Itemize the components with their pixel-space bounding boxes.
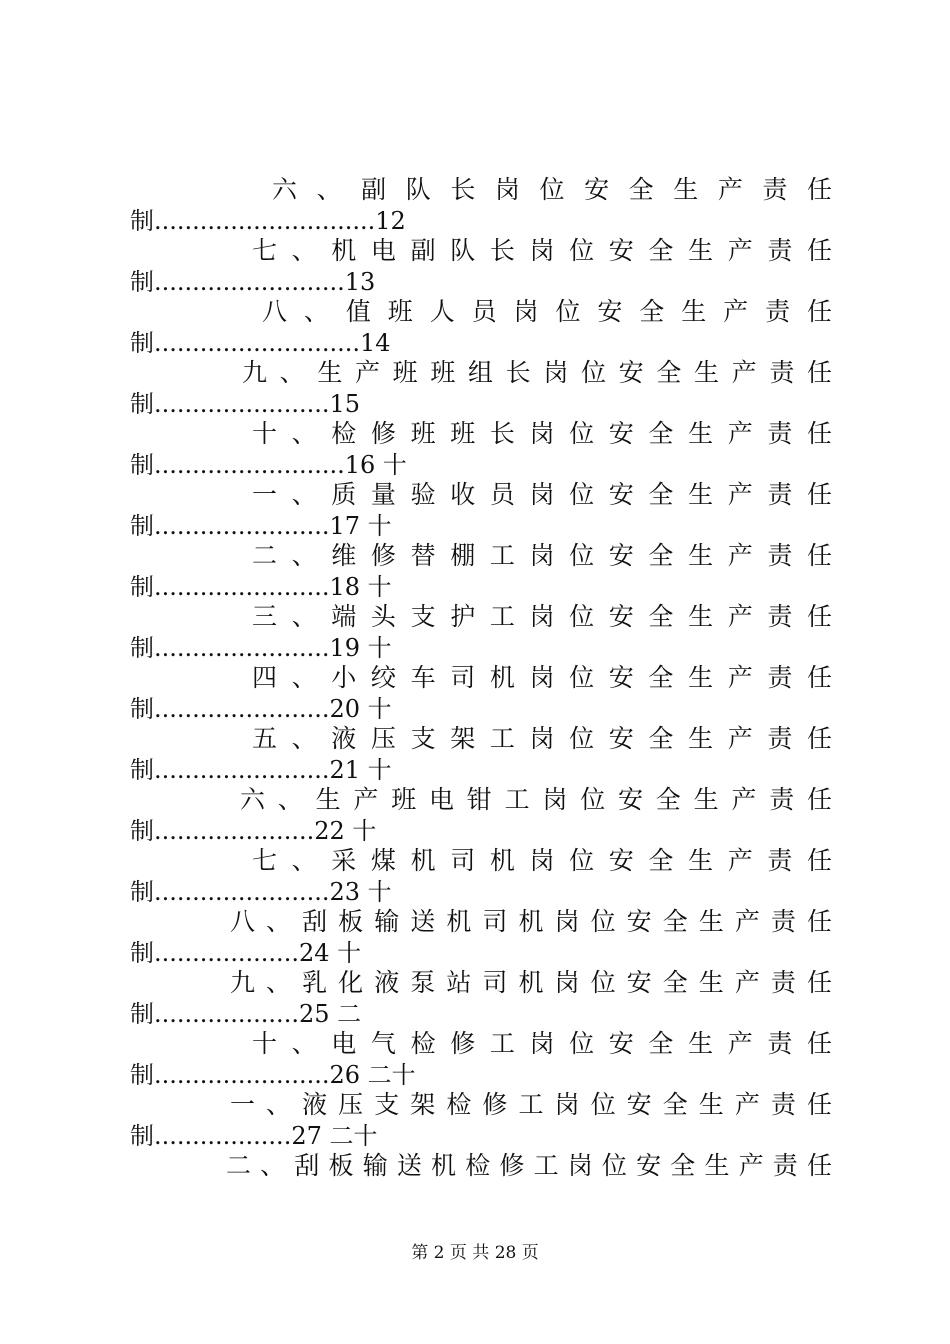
toc-entry-leader: 制.........................16 十 <box>130 451 407 479</box>
toc-entry-leader: 制.......................17 十 <box>130 512 392 540</box>
toc-entry-title: 六 、 副 队 长 岗 位 安 全 生 产 责 任 <box>272 175 832 204</box>
toc-entry-leader: 制.............................12 <box>130 207 406 235</box>
toc-entry-leader: 制.......................23 十 <box>130 878 392 906</box>
toc-entry-leader: 制.......................20 十 <box>130 695 392 723</box>
toc-entry-leader: 制.........................13 <box>130 268 376 296</box>
toc-entry-title: 九 、 乳 化 液 泵 站 司 机 岗 位 安 全 生 产 责 任 <box>230 968 832 997</box>
toc-entry-title: 八 、 值 班 人 员 岗 位 安 全 生 产 责 任 <box>262 297 832 326</box>
toc-entry-leader: 制.......................18 十 <box>130 573 392 601</box>
page-footer: 第 2 页 共 28 页 <box>411 1243 539 1263</box>
toc-entry-leader: 制.....................22 十 <box>130 817 377 845</box>
toc-entry-leader: 制.......................26 二十 <box>130 1061 416 1089</box>
toc-entry-title: 一 、 质 量 验 收 员 岗 位 安 全 生 产 责 任 <box>252 480 832 509</box>
toc-entry-title: 二 、 维 修 替 棚 工 岗 位 安 全 生 产 责 任 <box>252 541 832 570</box>
toc-entry-leader: 制...........................14 <box>130 329 391 357</box>
toc-entry-title: 七 、 机 电 副 队 长 岗 位 安 全 生 产 责 任 <box>252 236 832 265</box>
toc-entry-leader: 制.......................21 十 <box>130 756 392 784</box>
toc-entry-title: 二 、 刮 板 输 送 机 检 修 工 岗 位 安 全 生 产 责 任 <box>226 1151 832 1180</box>
toc-entry-title: 四 、 小 绞 车 司 机 岗 位 安 全 生 产 责 任 <box>252 663 832 692</box>
toc-entry-leader: 制.......................19 十 <box>130 634 392 662</box>
toc-entry-title: 一 、 液 压 支 架 检 修 工 岗 位 安 全 生 产 责 任 <box>230 1090 832 1119</box>
toc-entry-title: 十 、 检 修 班 班 长 岗 位 安 全 生 产 责 任 <box>252 419 832 448</box>
toc-entry-title: 九 、 生 产 班 班 组 长 岗 位 安 全 生 产 责 任 <box>242 358 832 387</box>
toc-entry-title: 十 、 电 气 检 修 工 岗 位 安 全 生 产 责 任 <box>252 1029 832 1058</box>
toc-entry-title: 六 、 生 产 班 电 钳 工 岗 位 安 全 生 产 责 任 <box>240 785 832 814</box>
toc-entry-title: 八 、 刮 板 输 送 机 司 机 岗 位 安 全 生 产 责 任 <box>230 907 832 936</box>
toc-entry-leader: 制.......................15 <box>130 390 361 418</box>
toc-entry-title: 七 、 采 煤 机 司 机 岗 位 安 全 生 产 责 任 <box>252 846 832 875</box>
toc-entry-leader: 制...................25 二 <box>130 1000 362 1028</box>
toc-entry-title: 三 、 端 头 支 护 工 岗 位 安 全 生 产 责 任 <box>252 602 832 631</box>
toc-entry-title: 五 、 液 压 支 架 工 岗 位 安 全 生 产 责 任 <box>252 724 832 753</box>
toc-entry-leader: 制...................24 十 <box>130 939 362 967</box>
toc-entry-leader: 制..................27 二十 <box>130 1122 378 1150</box>
